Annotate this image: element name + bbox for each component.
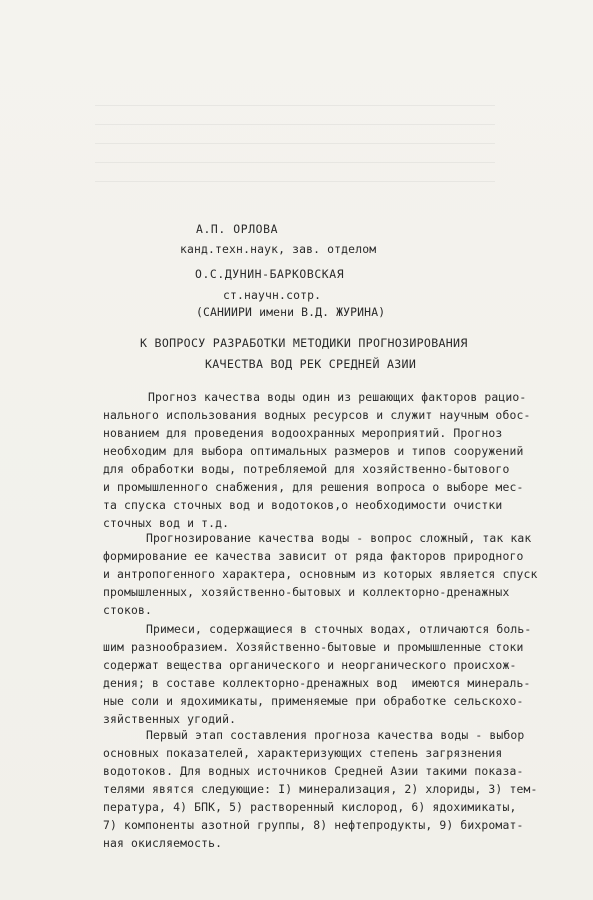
body-line: нального использования водных ресурсов и служит научным обос-: [103, 408, 531, 422]
body-line: Прогноз качества воды один из решающих факторов рацио-: [148, 390, 527, 404]
body-line: нованием для проведения водоохранных мероприятий. Прогноз: [103, 426, 503, 440]
author1-position: канд.техн.наук, зав. отделом: [180, 242, 377, 256]
body-line: необходим для выбора оптимальных размеров и типов сооружений: [103, 444, 524, 458]
body-line: Прогнозирование качества воды - вопрос сложный, так как: [146, 531, 532, 545]
body-line: стоков.: [103, 603, 153, 617]
body-line: шим разнообразием. Хозяйственно-бытовые и промышленные стоки: [103, 640, 524, 654]
body-line: Примеси, содержащиеся в сточных водах, отличаются боль-: [146, 622, 532, 636]
body-line: промышленных, хозяйственно-бытовых и коллекторно-дренажных: [103, 585, 510, 599]
body-line: и промышленного снабжения, для решения вопроса о выборе мес-: [103, 480, 524, 494]
author1-name: А.П. ОРЛОВА: [196, 222, 279, 236]
body-line: пература, 4) БПК, 5) растворенный кислород, 6) ядохимикаты,: [103, 800, 517, 814]
body-line: и антропогенного характера, основным из которых является спуск: [103, 567, 538, 581]
body-line: для обработки воды, потребляемой для хозяйственно-бытового: [103, 462, 510, 476]
body-line: сточных вод и т.д.: [103, 516, 230, 530]
body-line: 7) компоненты азотной группы, 8) нефтепродукты, 9) бихромат-: [103, 818, 524, 832]
body-line: ная окисляемость.: [103, 836, 223, 850]
bleed-through-text: [95, 95, 495, 185]
body-line: зяйственных угодий.: [103, 712, 237, 726]
body-line: Первый этап составления прогноза качества воды - выбор: [146, 728, 525, 742]
author2-position: ст.научн.сотр.: [223, 288, 322, 302]
body-line: основных показателей, характеризующих степень загрязнения: [103, 746, 503, 760]
body-line: телями явятся следующие: I) минерализация, 2) хлориды, 3) тем-: [103, 782, 538, 796]
body-line: содержат вещества органического и неорганического происхож-: [103, 658, 517, 672]
body-line: водотоков. Для водных источников Средней Азии такими показа-: [103, 764, 524, 778]
author2-name: О.С.ДУНИН-БАРКОВСКАЯ: [195, 267, 345, 281]
body-line: ные соли и ядохимикаты, применяемые при обработке сельскохо-: [103, 694, 524, 708]
body-line: формирование ее качества зависит от ряда факторов природного: [103, 549, 524, 563]
author2-institution: (САНИИРИ имени В.Д. ЖУРИНА): [196, 305, 386, 319]
body-line: дения; в составе коллекторно-дренажных вод имеются минераль-: [103, 676, 531, 690]
body-line: та спуска сточных вод и водотоков,о необходимости очистки: [103, 498, 503, 512]
title-line-2: КАЧЕСТВА ВОД РЕК СРЕДНЕЙ АЗИИ: [205, 357, 417, 371]
title-line-1: К ВОПРОСУ РАЗРАБОТКИ МЕТОДИКИ ПРОГНОЗИРОВАНИЯ: [140, 336, 468, 350]
